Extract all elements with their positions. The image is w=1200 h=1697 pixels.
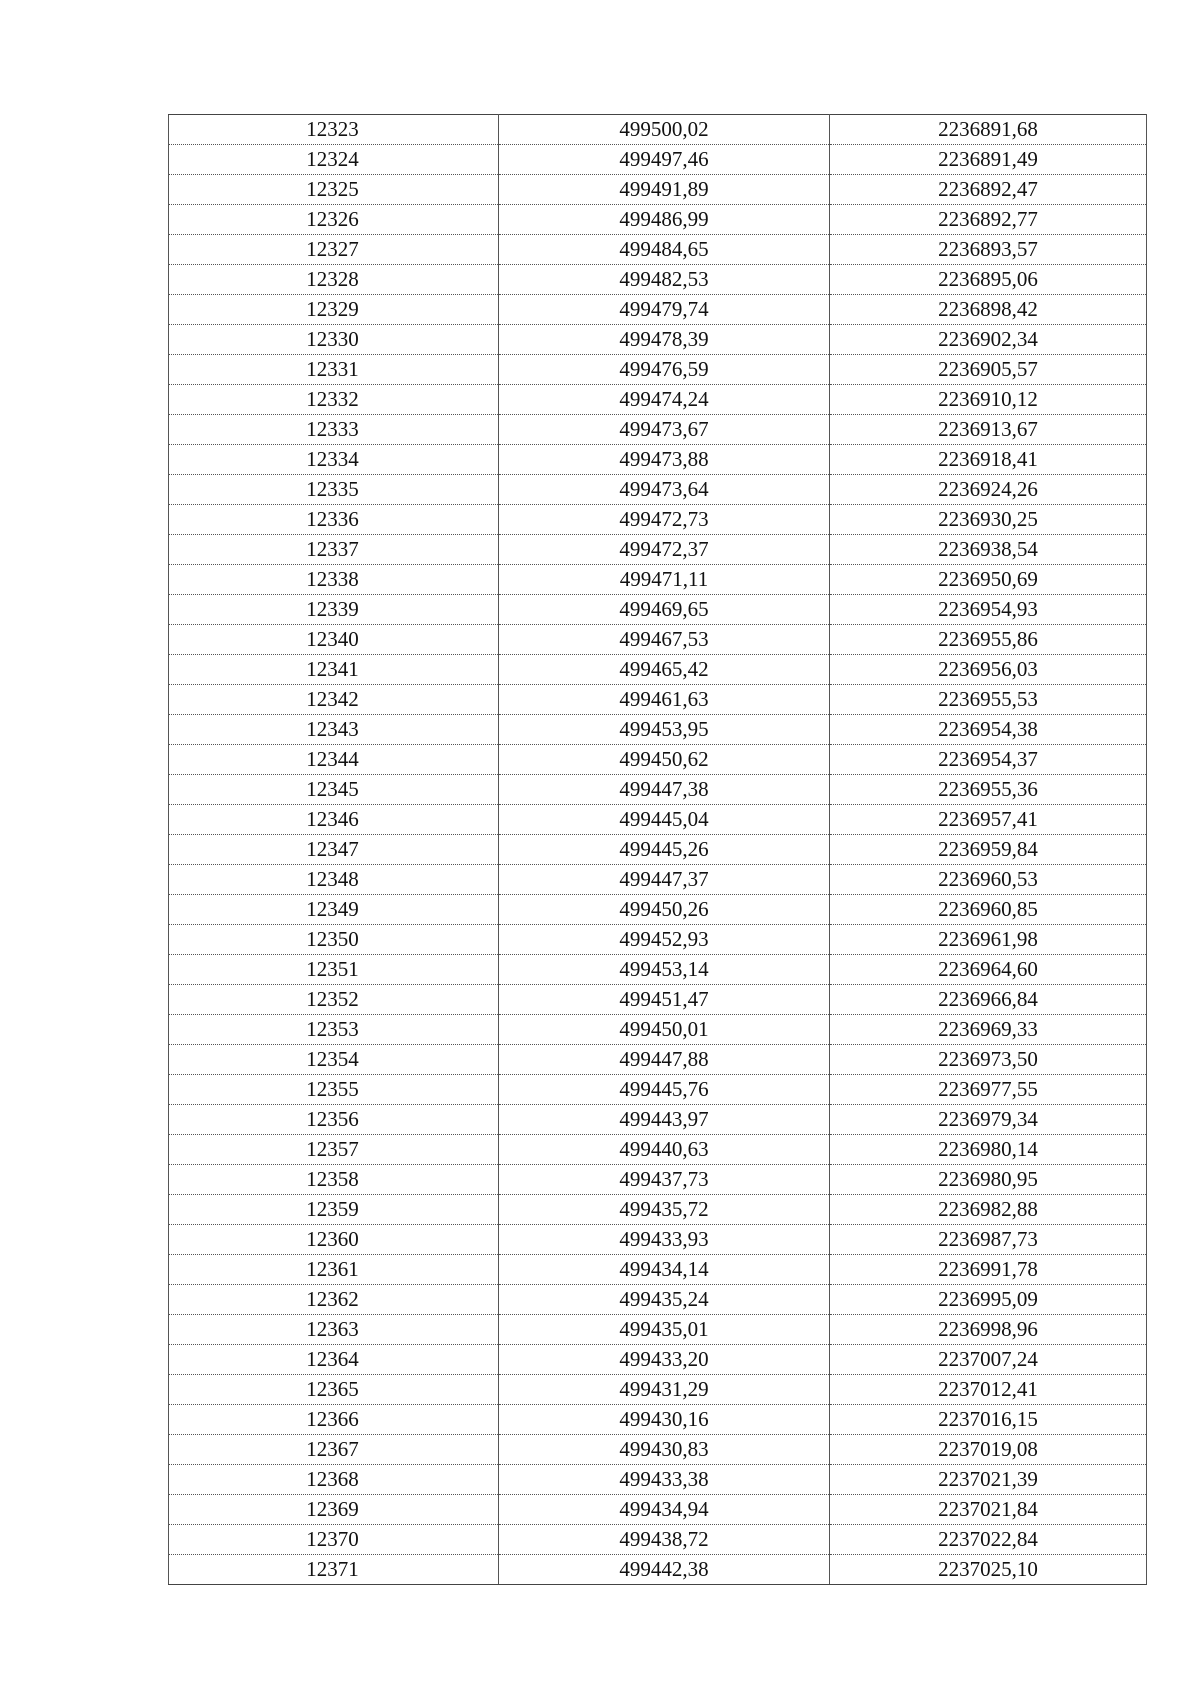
y-coordinate-cell: 2236982,88 bbox=[830, 1195, 1147, 1225]
y-coordinate-cell: 2236960,53 bbox=[830, 865, 1147, 895]
y-coordinate-cell: 2236973,50 bbox=[830, 1045, 1147, 1075]
point-number-cell: 12364 bbox=[169, 1345, 499, 1375]
x-coordinate-cell: 499430,83 bbox=[499, 1435, 830, 1465]
y-coordinate-cell: 2236954,93 bbox=[830, 595, 1147, 625]
table-row bbox=[169, 205, 1147, 235]
x-coordinate-cell: 499447,37 bbox=[499, 865, 830, 895]
table-row bbox=[169, 1465, 1147, 1495]
table-row bbox=[169, 1015, 1147, 1045]
point-number-cell: 12336 bbox=[169, 505, 499, 535]
x-coordinate-cell: 499500,02 bbox=[499, 115, 830, 145]
y-coordinate-cell: 2236891,68 bbox=[830, 115, 1147, 145]
x-coordinate-cell: 499497,46 bbox=[499, 145, 830, 175]
point-number-cell: 12356 bbox=[169, 1105, 499, 1135]
table-row bbox=[169, 355, 1147, 385]
point-number-cell: 12324 bbox=[169, 145, 499, 175]
x-coordinate-cell: 499484,65 bbox=[499, 235, 830, 265]
table-row bbox=[169, 1165, 1147, 1195]
table-row bbox=[169, 295, 1147, 325]
x-coordinate-cell: 499434,94 bbox=[499, 1495, 830, 1525]
point-number-cell: 12370 bbox=[169, 1525, 499, 1555]
x-coordinate-cell: 499461,63 bbox=[499, 685, 830, 715]
point-number-cell: 12347 bbox=[169, 835, 499, 865]
y-coordinate-cell: 2236902,34 bbox=[830, 325, 1147, 355]
point-number-cell: 12360 bbox=[169, 1225, 499, 1255]
x-coordinate-cell: 499433,38 bbox=[499, 1465, 830, 1495]
point-number-cell: 12362 bbox=[169, 1285, 499, 1315]
y-coordinate-cell: 2236918,41 bbox=[830, 445, 1147, 475]
point-number-cell: 12371 bbox=[169, 1555, 499, 1585]
y-coordinate-cell: 2236980,14 bbox=[830, 1135, 1147, 1165]
point-number-cell: 12344 bbox=[169, 745, 499, 775]
point-number-cell: 12342 bbox=[169, 685, 499, 715]
y-coordinate-cell: 2236966,84 bbox=[830, 985, 1147, 1015]
y-coordinate-cell: 2236955,86 bbox=[830, 625, 1147, 655]
table-row bbox=[169, 925, 1147, 955]
coordinates-table bbox=[168, 114, 1147, 1585]
table-row bbox=[169, 1135, 1147, 1165]
x-coordinate-cell: 499453,95 bbox=[499, 715, 830, 745]
point-number-cell: 12329 bbox=[169, 295, 499, 325]
point-number-cell: 12338 bbox=[169, 565, 499, 595]
y-coordinate-cell: 2236895,06 bbox=[830, 265, 1147, 295]
table-row bbox=[169, 805, 1147, 835]
x-coordinate-cell: 499465,42 bbox=[499, 655, 830, 685]
y-coordinate-cell: 2236969,33 bbox=[830, 1015, 1147, 1045]
table-row bbox=[169, 415, 1147, 445]
point-number-cell: 12353 bbox=[169, 1015, 499, 1045]
point-number-cell: 12325 bbox=[169, 175, 499, 205]
x-coordinate-cell: 499447,38 bbox=[499, 775, 830, 805]
table-row bbox=[169, 625, 1147, 655]
y-coordinate-cell: 2236910,12 bbox=[830, 385, 1147, 415]
table-row bbox=[169, 1225, 1147, 1255]
table-row bbox=[169, 445, 1147, 475]
table-row bbox=[169, 1405, 1147, 1435]
table-row bbox=[169, 115, 1147, 145]
y-coordinate-cell: 2236995,09 bbox=[830, 1285, 1147, 1315]
x-coordinate-cell: 499467,53 bbox=[499, 625, 830, 655]
y-coordinate-cell: 2236957,41 bbox=[830, 805, 1147, 835]
table-row bbox=[169, 265, 1147, 295]
table-row bbox=[169, 325, 1147, 355]
y-coordinate-cell: 2236977,55 bbox=[830, 1075, 1147, 1105]
point-number-cell: 12358 bbox=[169, 1165, 499, 1195]
table-row bbox=[169, 505, 1147, 535]
table-row bbox=[169, 985, 1147, 1015]
x-coordinate-cell: 499438,72 bbox=[499, 1525, 830, 1555]
point-number-cell: 12350 bbox=[169, 925, 499, 955]
table-row bbox=[169, 235, 1147, 265]
point-number-cell: 12369 bbox=[169, 1495, 499, 1525]
x-coordinate-cell: 499491,89 bbox=[499, 175, 830, 205]
point-number-cell: 12349 bbox=[169, 895, 499, 925]
y-coordinate-cell: 2236964,60 bbox=[830, 955, 1147, 985]
point-number-cell: 12345 bbox=[169, 775, 499, 805]
y-coordinate-cell: 2236959,84 bbox=[830, 835, 1147, 865]
table-row bbox=[169, 1375, 1147, 1405]
y-coordinate-cell: 2236987,73 bbox=[830, 1225, 1147, 1255]
x-coordinate-cell: 499440,63 bbox=[499, 1135, 830, 1165]
x-coordinate-cell: 499451,47 bbox=[499, 985, 830, 1015]
y-coordinate-cell: 2236956,03 bbox=[830, 655, 1147, 685]
table-row bbox=[169, 1075, 1147, 1105]
x-coordinate-cell: 499473,88 bbox=[499, 445, 830, 475]
x-coordinate-cell: 499486,99 bbox=[499, 205, 830, 235]
x-coordinate-cell: 499433,20 bbox=[499, 1345, 830, 1375]
x-coordinate-cell: 499433,93 bbox=[499, 1225, 830, 1255]
x-coordinate-cell: 499447,88 bbox=[499, 1045, 830, 1075]
point-number-cell: 12343 bbox=[169, 715, 499, 745]
y-coordinate-cell: 2236980,95 bbox=[830, 1165, 1147, 1195]
point-number-cell: 12355 bbox=[169, 1075, 499, 1105]
y-coordinate-cell: 2236991,78 bbox=[830, 1255, 1147, 1285]
x-coordinate-cell: 499443,97 bbox=[499, 1105, 830, 1135]
y-coordinate-cell: 2236898,42 bbox=[830, 295, 1147, 325]
table-row bbox=[169, 1495, 1147, 1525]
x-coordinate-cell: 499435,72 bbox=[499, 1195, 830, 1225]
point-number-cell: 12337 bbox=[169, 535, 499, 565]
table-row bbox=[169, 565, 1147, 595]
point-number-cell: 12367 bbox=[169, 1435, 499, 1465]
table-row bbox=[169, 1285, 1147, 1315]
point-number-cell: 12332 bbox=[169, 385, 499, 415]
x-coordinate-cell: 499445,04 bbox=[499, 805, 830, 835]
x-coordinate-cell: 499435,01 bbox=[499, 1315, 830, 1345]
point-number-cell: 12354 bbox=[169, 1045, 499, 1075]
y-coordinate-cell: 2236960,85 bbox=[830, 895, 1147, 925]
x-coordinate-cell: 499450,62 bbox=[499, 745, 830, 775]
x-coordinate-cell: 499482,53 bbox=[499, 265, 830, 295]
table-row bbox=[169, 595, 1147, 625]
y-coordinate-cell: 2237016,15 bbox=[830, 1405, 1147, 1435]
y-coordinate-cell: 2237022,84 bbox=[830, 1525, 1147, 1555]
table-row bbox=[169, 895, 1147, 925]
table-row bbox=[169, 655, 1147, 685]
y-coordinate-cell: 2236938,54 bbox=[830, 535, 1147, 565]
x-coordinate-cell: 499434,14 bbox=[499, 1255, 830, 1285]
y-coordinate-cell: 2236892,77 bbox=[830, 205, 1147, 235]
table-row bbox=[169, 1195, 1147, 1225]
point-number-cell: 12366 bbox=[169, 1405, 499, 1435]
table-row bbox=[169, 1345, 1147, 1375]
table-row bbox=[169, 685, 1147, 715]
y-coordinate-cell: 2236892,47 bbox=[830, 175, 1147, 205]
y-coordinate-cell: 2237019,08 bbox=[830, 1435, 1147, 1465]
point-number-cell: 12328 bbox=[169, 265, 499, 295]
point-number-cell: 12326 bbox=[169, 205, 499, 235]
point-number-cell: 12334 bbox=[169, 445, 499, 475]
table-row bbox=[169, 775, 1147, 805]
y-coordinate-cell: 2236913,67 bbox=[830, 415, 1147, 445]
x-coordinate-cell: 499437,73 bbox=[499, 1165, 830, 1195]
x-coordinate-cell: 499472,73 bbox=[499, 505, 830, 535]
point-number-cell: 12341 bbox=[169, 655, 499, 685]
point-number-cell: 12333 bbox=[169, 415, 499, 445]
point-number-cell: 12335 bbox=[169, 475, 499, 505]
x-coordinate-cell: 499476,59 bbox=[499, 355, 830, 385]
y-coordinate-cell: 2236924,26 bbox=[830, 475, 1147, 505]
table-row bbox=[169, 1255, 1147, 1285]
point-number-cell: 12330 bbox=[169, 325, 499, 355]
point-number-cell: 12346 bbox=[169, 805, 499, 835]
point-number-cell: 12323 bbox=[169, 115, 499, 145]
point-number-cell: 12331 bbox=[169, 355, 499, 385]
x-coordinate-cell: 499430,16 bbox=[499, 1405, 830, 1435]
table-row bbox=[169, 715, 1147, 745]
table-row bbox=[169, 835, 1147, 865]
table-row bbox=[169, 745, 1147, 775]
table-row bbox=[169, 1525, 1147, 1555]
x-coordinate-cell: 499471,11 bbox=[499, 565, 830, 595]
table-row bbox=[169, 535, 1147, 565]
table-row bbox=[169, 145, 1147, 175]
y-coordinate-cell: 2236955,36 bbox=[830, 775, 1147, 805]
y-coordinate-cell: 2236954,37 bbox=[830, 745, 1147, 775]
point-number-cell: 12339 bbox=[169, 595, 499, 625]
x-coordinate-cell: 499431,29 bbox=[499, 1375, 830, 1405]
x-coordinate-cell: 499478,39 bbox=[499, 325, 830, 355]
coordinates-table-body bbox=[169, 115, 1147, 1585]
point-number-cell: 12359 bbox=[169, 1195, 499, 1225]
x-coordinate-cell: 499473,64 bbox=[499, 475, 830, 505]
y-coordinate-cell: 2236955,53 bbox=[830, 685, 1147, 715]
point-number-cell: 12340 bbox=[169, 625, 499, 655]
y-coordinate-cell: 2237021,39 bbox=[830, 1465, 1147, 1495]
y-coordinate-cell: 2236961,98 bbox=[830, 925, 1147, 955]
point-number-cell: 12357 bbox=[169, 1135, 499, 1165]
point-number-cell: 12352 bbox=[169, 985, 499, 1015]
table-row bbox=[169, 955, 1147, 985]
y-coordinate-cell: 2236893,57 bbox=[830, 235, 1147, 265]
table-row bbox=[169, 1045, 1147, 1075]
x-coordinate-cell: 499479,74 bbox=[499, 295, 830, 325]
x-coordinate-cell: 499469,65 bbox=[499, 595, 830, 625]
table-row bbox=[169, 1555, 1147, 1585]
x-coordinate-cell: 499445,76 bbox=[499, 1075, 830, 1105]
x-coordinate-cell: 499473,67 bbox=[499, 415, 830, 445]
x-coordinate-cell: 499472,37 bbox=[499, 535, 830, 565]
y-coordinate-cell: 2236950,69 bbox=[830, 565, 1147, 595]
x-coordinate-cell: 499453,14 bbox=[499, 955, 830, 985]
y-coordinate-cell: 2236998,96 bbox=[830, 1315, 1147, 1345]
y-coordinate-cell: 2237025,10 bbox=[830, 1555, 1147, 1585]
y-coordinate-cell: 2237021,84 bbox=[830, 1495, 1147, 1525]
y-coordinate-cell: 2237007,24 bbox=[830, 1345, 1147, 1375]
x-coordinate-cell: 499442,38 bbox=[499, 1555, 830, 1585]
point-number-cell: 12351 bbox=[169, 955, 499, 985]
point-number-cell: 12363 bbox=[169, 1315, 499, 1345]
point-number-cell: 12348 bbox=[169, 865, 499, 895]
x-coordinate-cell: 499452,93 bbox=[499, 925, 830, 955]
table-row bbox=[169, 475, 1147, 505]
y-coordinate-cell: 2236979,34 bbox=[830, 1105, 1147, 1135]
y-coordinate-cell: 2236905,57 bbox=[830, 355, 1147, 385]
table-row bbox=[169, 175, 1147, 205]
table-row bbox=[169, 865, 1147, 895]
point-number-cell: 12365 bbox=[169, 1375, 499, 1405]
y-coordinate-cell: 2236954,38 bbox=[830, 715, 1147, 745]
table-row bbox=[169, 1315, 1147, 1345]
x-coordinate-cell: 499435,24 bbox=[499, 1285, 830, 1315]
x-coordinate-cell: 499474,24 bbox=[499, 385, 830, 415]
y-coordinate-cell: 2236930,25 bbox=[830, 505, 1147, 535]
x-coordinate-cell: 499445,26 bbox=[499, 835, 830, 865]
x-coordinate-cell: 499450,01 bbox=[499, 1015, 830, 1045]
table-row bbox=[169, 1435, 1147, 1465]
point-number-cell: 12361 bbox=[169, 1255, 499, 1285]
point-number-cell: 12327 bbox=[169, 235, 499, 265]
y-coordinate-cell: 2236891,49 bbox=[830, 145, 1147, 175]
y-coordinate-cell: 2237012,41 bbox=[830, 1375, 1147, 1405]
x-coordinate-cell: 499450,26 bbox=[499, 895, 830, 925]
table-row bbox=[169, 385, 1147, 415]
table-row bbox=[169, 1105, 1147, 1135]
point-number-cell: 12368 bbox=[169, 1465, 499, 1495]
